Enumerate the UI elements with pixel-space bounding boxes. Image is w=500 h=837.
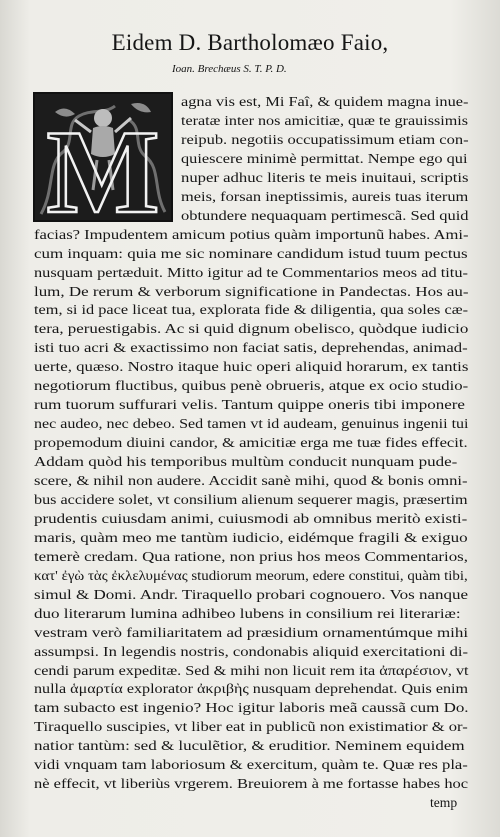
text-line: nec audeo, nec debeo. Sed tamen vt id audeam, genuinus ingenii tui <box>34 416 469 432</box>
text-line: κατ' ἐγὼ τὰς ἐκλελυμένας studiorum meorum, edere constitui, quàm tibi, <box>34 567 468 583</box>
text-line: tem, si id pace liceat tua, explorata fide & diligentia, qua soles cæ- <box>34 302 468 318</box>
text-line: duo literarum lumina adhibeo lubens in consilium rei literariæ: <box>34 605 461 621</box>
text-line: nè effecit, vt liberiùs vrgerem. Breuiorem à me fortasse habes hoc <box>34 776 469 792</box>
text-line: simul & Domi. Andr. Tiraquello probari cognouero. Vos nanque <box>34 586 469 602</box>
text-line: tera, peruestigabis. Ac si quid dignum obelisco, quòdque iudicio <box>34 321 469 337</box>
text-line: lum, De rerum & verborum significatione in Pandectas. Hos au- <box>34 283 469 299</box>
text-line: Tiraquello suscipies, vt liber eat in publicũ non existimatior & or- <box>34 719 468 735</box>
text-line: vidi vnquam tam laboriosum & exercitum, quàm te. Quæ res pla- <box>34 757 468 773</box>
text-line: propemodum diuini candor, & amicitiæ erga me tuæ fides effecit. <box>34 435 468 451</box>
text-line: nusquam pertæduit. Mitto igitur ad te Commentarios meos ad titu- <box>34 264 468 280</box>
text-line: Addam quòd his temporibus multùm conducit nunquam pude- <box>34 454 458 470</box>
svg-text:M: M <box>46 105 160 220</box>
text-line: isti tuo acri & exactissimo non faciat satis, deprehendas, animad- <box>34 340 468 356</box>
text-line: reipub. negotiis occupatissimum etiam con- <box>181 131 469 147</box>
text-line: bus accidere solet, vt consilium alienum sequerer magis, præsertim <box>34 491 468 507</box>
author-line: Ioan. Brechæus S. T. P. D. <box>172 63 287 75</box>
text-line: natior tantùm: sed & luculẽtior, & eruditior. Neminem equidem <box>34 738 465 754</box>
text-line: facias? Impudentem amicum potius quàm importunũ habes. Ami- <box>34 226 469 242</box>
catchword: temp <box>430 795 458 811</box>
text-line: obtundere nequaquam pertimescã. Sed quid <box>181 207 469 223</box>
text-line: quiescere minimè permittat. Nempe ego qui <box>181 150 468 166</box>
text-line: meis, forsan ineptissimis, aureis tuas iterum <box>181 188 469 204</box>
text-line: cum inquam: quia me sic nominare candidum istud tuum pectus <box>34 245 468 261</box>
text-line: tam subacto est ingenio? Hoc igitur laboris meã caussã cum Do. <box>34 700 469 716</box>
text-line: cendi parum expeditæ. Sed & mihi non licuit rem ita ἀπαρέσιον, vt <box>34 662 469 678</box>
text-line: maris, quàm meo me tantùm iudicio, eidémque fragili & exiguo <box>34 529 468 545</box>
text-line: vestram verò familiaritatem ad præsidium ornamentúmque mihi <box>34 624 469 640</box>
letter-heading: Eidem D. Bartholomæo Faio, <box>111 30 389 55</box>
text-line: assumpsi. In legendis nostris, condonabis aliquid exercitationi di- <box>34 643 469 659</box>
text-line: scere, & nihil non audere. Accidit sanè mihi, quod & bonis omni- <box>34 473 468 488</box>
text-line: negotiorum fluctibus, quibus penè obrueris, atque ex ocio studio- <box>34 378 469 394</box>
text-line: agna vis est, Mi Faî, & quidem magna inue- <box>181 94 469 109</box>
text-line: uerte, quæso. Nostro itaque huic operi aliquid horarum, ex tantis <box>34 359 469 375</box>
text-line: temerè credam. Qua ratione, non prius hos meos Commentarios, <box>34 548 468 564</box>
text-line: nulla ἁμαρτία explorator ἀκριβὴς nusquam deprehendat. Quis enim <box>34 681 468 697</box>
text-line: teratæ inter nos amicitiæ, quæ te grauissimis <box>181 112 469 128</box>
text-line: prudentis cuiusdam animi, cuiusmodi ab omnibus meritò existi- <box>34 510 468 526</box>
text-line: nuper adhuc literis te meis inuitaui, scriptis <box>181 169 469 185</box>
text-line: rum tuorum suffurari velis. Tantum quippe oneris tibi imponere <box>34 397 465 413</box>
